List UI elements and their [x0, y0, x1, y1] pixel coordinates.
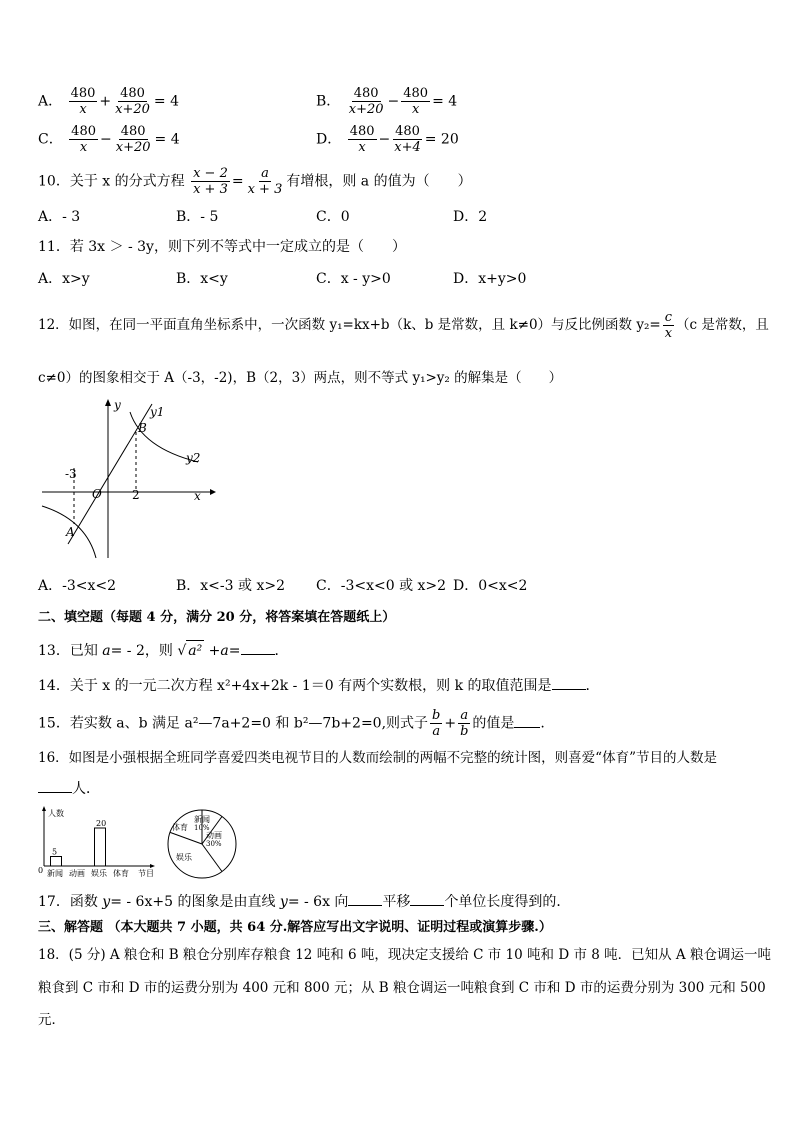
pie-percent-label-1: 10%: [194, 824, 210, 832]
q11-option-a: A．x>y: [38, 271, 90, 287]
bar-chart-y-arrow: [42, 806, 46, 811]
bar-chart-ylabel: 人数: [48, 809, 64, 818]
bar-chart-xlabel: 节目: [138, 869, 154, 878]
bar-category-label-2: 动画: [69, 869, 85, 878]
label-point-a: A: [66, 525, 75, 539]
q10-option-d: D．2: [453, 209, 488, 225]
q12-graph: [38, 396, 218, 562]
q16-stem-line2: 人．: [38, 780, 100, 798]
bar-category-label-1: 新闻: [47, 869, 63, 878]
q11-option-c: C．x - y>0: [316, 271, 391, 287]
q12-option-d: D．0<x<2: [453, 578, 528, 594]
bar-value-label-3: 20: [96, 819, 107, 828]
y-axis-arrow: [105, 399, 111, 406]
pie-label-1: 新闻: [194, 815, 210, 824]
pie-label-2: 动画: [206, 831, 222, 840]
q10-stem: 10．关于 x 的分式方程 $\frac{x - 2}{x + 3}$ = $\frac{a}{x + 3}$ 有增根，则 a 的值为（ ）: [38, 166, 472, 197]
label-minus-3: -3: [65, 467, 77, 481]
q9-option-d: D． $\frac{480}{x}$ − $\frac{480}{x+4}$ = 20: [316, 124, 459, 155]
q10-option-c: C．0: [316, 209, 350, 225]
q17-direction-blank[interactable]: [348, 905, 382, 906]
q11-option-d: D．x+y>0: [453, 271, 527, 287]
pie-divider-3: [202, 844, 222, 872]
bar-3: [95, 828, 106, 866]
q11-stem: 11．若 3x ＞ - 3y，则下列不等式中一定成立的是（ ）: [38, 239, 406, 255]
q18-line2: 粮食到 C 市和 D 市的运费分别为 400 元和 800 元；从 B 粮仓调运一吨粮食到 C 市和 D 市的运费分别为 300 元和 500: [38, 980, 766, 996]
bar-value-label-1: 5: [52, 847, 58, 857]
pie-label-3: 娱乐: [176, 853, 192, 862]
label-x: x: [194, 489, 201, 503]
bar-category-label-4: 体育: [113, 869, 129, 878]
section-3-heading: 三、解答题 （本大题共 7 小题，共 64 分.解答应写出文字说明、证明过程或演算步骤.）: [38, 920, 552, 935]
bar-chart: [38, 806, 158, 880]
q14-answer-blank[interactable]: [552, 689, 586, 690]
x-axis-arrow: [210, 489, 216, 495]
pie-divider-4: [170, 832, 202, 844]
q14-stem: 14．关于 x 的一元二次方程 x²+4x+2k - 1＝0 有两个实数根，则 k 的取值范围是 ．: [38, 678, 600, 694]
bar-chart-x-arrow: [150, 864, 155, 868]
q12-stem-line1: 12．如图，在同一平面直角坐标系中，一次函数 y₁=kx+b（k、b 是常数，且 k≠0）与反比例函数 y₂= $\frac{c}{x}$ （c 是常数，且: [38, 310, 769, 341]
q12-stem-line2: c≠0）的图象相交于 A（-3，-2)，B（2，3）两点，则不等式 y₁>y₂ 的解集是（ ）: [38, 370, 563, 386]
q13-stem: 13．已知 a= - 2，则 √ a² +a= ．: [38, 640, 289, 661]
label-origin: O: [92, 487, 102, 501]
section-2-heading: 二、填空题（每题 4 分，满分 20 分，将答案填在答题纸上）: [38, 610, 396, 625]
q10-option-b: B．- 5: [176, 209, 219, 225]
bar-chart-origin: 0: [38, 866, 44, 875]
q15-stem: 15．若实数 a、b 满足 a²—7a+2=0 和 b²—7b+2=0,则式子 $\frac{b}{a}$ + $\frac{a}{b}$ 的值是 .: [38, 708, 545, 739]
bar-1: [51, 857, 62, 867]
q16-stem-line1: 16．如图是小强根据全班同学喜爱四类电视节目的人数而绘制的两幅不完整的统计图，则喜爱“体育”节目的人数是: [38, 750, 717, 766]
q11-option-b: B．x<y: [176, 271, 228, 287]
q9-option-b: B． $\frac{480}{x+20}$ − $\frac{480}{x}$ = 4: [316, 86, 458, 117]
q15-answer-blank[interactable]: [514, 727, 540, 728]
bar-category-label-3: 娱乐: [91, 869, 107, 878]
label-y: y: [114, 398, 121, 412]
pie-label-4: 体育: [172, 823, 188, 832]
q9-option-c: C． $\frac{480}{x}$ − $\frac{480}{x+20}$ = 4: [38, 124, 180, 155]
q13-answer-blank[interactable]: [241, 654, 275, 655]
q12-option-c: C．-3<x<0 或 x>2: [316, 578, 447, 594]
q10-option-a: A．- 3: [38, 209, 81, 225]
q18-line1: 18．(5 分) A 粮仓和 B 粮仓分别库存粮食 12 吨和 6 吨，现决定支援给 C 市 10 吨和 D 市 8 吨．已知从 A 粮仓调运一吨: [38, 947, 771, 963]
label-2: 2: [132, 488, 140, 502]
q12-option-b: B．x<-3 或 x>2: [176, 578, 285, 594]
label-y1: y1: [150, 405, 165, 419]
q17-stem: 17．函数 y= - 6x+5 的图象是由直线 y= - 6x 向 平移 个单位长度得到的．: [38, 894, 571, 910]
q17-units-blank[interactable]: [410, 905, 444, 906]
label-point-b: B: [138, 421, 147, 435]
q16-answer-blank[interactable]: [38, 792, 72, 793]
pie-percent-label-2: 30%: [206, 840, 222, 848]
q9-option-a: A． $\frac{480}{x}$ + $\frac{480}{x+20}$ = 4: [38, 86, 180, 117]
pie-chart: [156, 806, 246, 880]
label-y2: y2: [186, 451, 201, 465]
q12-option-a: A．-3<x<2: [38, 578, 117, 594]
q18-line3: 元．: [38, 1012, 65, 1028]
